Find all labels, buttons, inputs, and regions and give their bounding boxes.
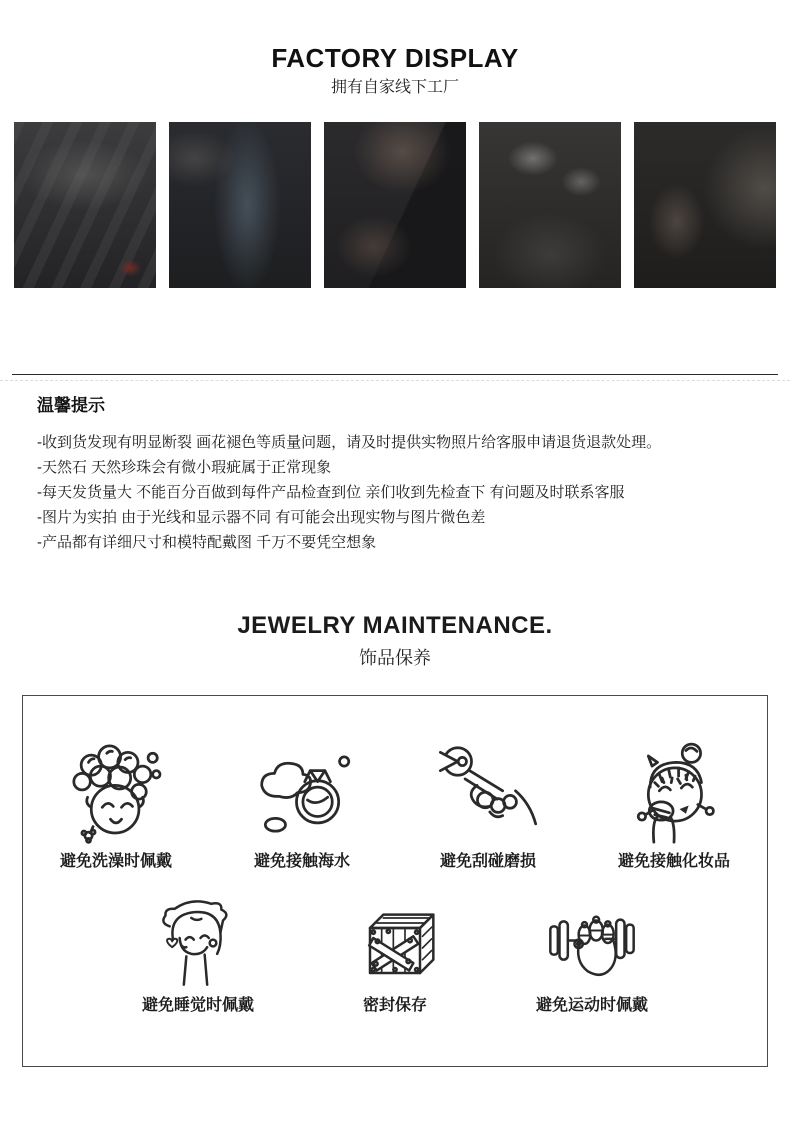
sealed-crate-icon	[345, 888, 445, 988]
ring-seawater-icon	[247, 734, 357, 844]
care-label: 避免睡觉时佩戴	[141, 997, 254, 1014]
maintenance-subtitle: 饰品保养	[359, 648, 431, 668]
care-label: 避免洗澡时佩戴	[59, 853, 172, 870]
care-row-1	[23, 734, 767, 872]
tip-item: -图片为实拍 由于光线和显示器不同 有可能会出现实物与图片微色差	[37, 509, 486, 526]
care-instructions-box	[22, 695, 768, 1067]
care-row-2	[23, 888, 767, 1016]
wrench-hand-icon	[433, 734, 543, 844]
care-item-sleeping	[106, 888, 291, 1016]
tip-item: -天然石 天然珍珠会有微小瑕疵属于正常现象	[37, 459, 332, 476]
dumbbell-fist-icon	[542, 888, 642, 988]
soap-bubbles-head-icon	[61, 734, 171, 844]
workshop-machines-photo	[14, 122, 156, 288]
care-item-exercise	[500, 888, 685, 1016]
care-label: 避免接触化妆品	[617, 853, 730, 870]
tip-item: -每天发货量大 不能百分百做到每件产品检查到位 亲们收到先检查下 有问题及时联系客服	[37, 484, 625, 501]
tips-heading: 温馨提示	[37, 396, 105, 415]
hand-polishing-ring-photo	[324, 122, 466, 288]
care-item-scratch	[395, 734, 581, 872]
factory-subtitle: 拥有自家线下工厂	[330, 79, 459, 96]
care-label: 避免运动时佩戴	[535, 997, 648, 1014]
care-label: 避免刮碰磨损	[439, 853, 536, 870]
sleeping-girl-icon	[148, 888, 248, 988]
care-item-cosmetics	[581, 734, 767, 872]
maintenance-title: JEWELRY MAINTENANCE.	[237, 612, 553, 639]
factory-photo-strip	[14, 122, 776, 288]
tips-section	[0, 381, 790, 555]
workbench-crucibles-photo	[479, 122, 621, 288]
care-label: 密封保存	[362, 997, 427, 1014]
care-item-bathing	[23, 734, 209, 872]
wax-tree-chain-photo	[169, 122, 311, 288]
care-label: 避免接触海水	[253, 853, 350, 870]
tip-item: -收到货发现有明显断裂 画花褪色等质量问题，请及时提供实物照片给客服申请退货退款处理。	[37, 434, 662, 451]
tip-item: -产品都有详细尺寸和模特配戴图 千万不要凭空想象	[37, 534, 377, 551]
care-item-seawater	[209, 734, 395, 872]
maintenance-section	[0, 613, 790, 669]
section-divider	[12, 374, 778, 375]
factory-section	[0, 0, 790, 98]
makeup-face-icon	[619, 734, 729, 844]
factory-title: FACTORY DISPLAY	[271, 43, 519, 73]
care-item-sealed	[303, 888, 488, 1016]
polishing-wheel-bracelet-photo	[634, 122, 776, 288]
